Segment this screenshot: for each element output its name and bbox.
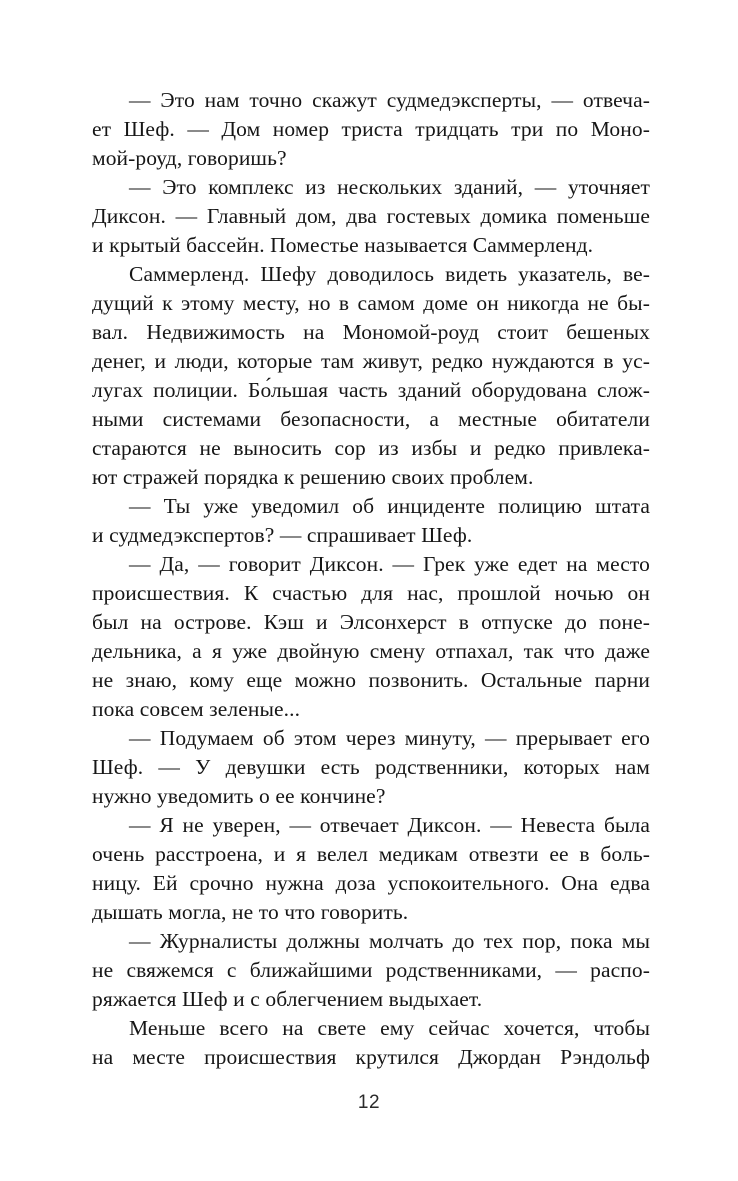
text-line: — Я не уверен, — отвечает Диксон. — Невеста была (129, 813, 650, 837)
text-line: пока совсем зеленые... (92, 697, 301, 721)
text-line: не свяжемся с ближайшими родственниками, — распо- (92, 958, 650, 982)
text-line: мой-роуд, говоришь? (92, 146, 287, 170)
text-line: — Журналисты должны молчать до тех пор, пока мы (129, 929, 650, 953)
text-line: дышать могла, не то что говорить. (92, 900, 409, 924)
text-line: денег, и люди, которые там живут, редко нуждаются в ус- (92, 349, 650, 373)
text-line: происшествия. К счастью для нас, прошлой ночью он (92, 581, 650, 605)
text-line: и крытый бассейн. Поместье называется Саммерленд. (92, 233, 594, 257)
text-line: — Да, — говорит Диксон. — Грек уже едет на место (129, 552, 650, 576)
text-line: Диксон. — Главный дом, два гостевых домика поменьше (92, 204, 650, 228)
text-line: ными системами безопасности, а местные обитатели (92, 407, 650, 431)
text-line: Меньше всего на свете ему сейчас хочется, чтобы (129, 1016, 650, 1040)
text-line: дельника, а я уже двойную смену отпахал, так что даже (92, 639, 650, 663)
text-line: Саммерленд. Шефу доводилось видеть указатель, ве- (129, 262, 650, 286)
text-line: стараются не выносить сор из избы и редко привлека- (92, 436, 650, 460)
text-line: очень расстроена, и я велел медикам отвезти ее в боль- (92, 842, 650, 866)
text-line: ницу. Ей срочно нужна доза успокоительного. Она едва (92, 871, 650, 895)
text-line: и судмедэкспертов? — спрашивает Шеф. (92, 523, 473, 547)
text-line: ряжается Шеф и с облегчением выдыхает. (92, 987, 483, 1011)
text-line: был на острове. Кэш и Элсонхерст в отпуске до поне- (92, 610, 650, 634)
text-line: — Ты уже уведомил об инциденте полицию штата (129, 494, 650, 518)
text-line: — Это комплекс из нескольких зданий, — уточняет (129, 175, 650, 199)
text-line: на месте происшествия крутился Джордан Рэндольф (92, 1045, 650, 1069)
text-block (92, 86, 650, 1072)
text-line: Шеф. — У девушки есть родственники, которых нам (92, 755, 650, 779)
text-line: — Это нам точно скажут судмедэксперты, — отвеча- (129, 88, 650, 112)
text-line: не знаю, кому еще можно позвонить. Остальные парни (92, 668, 650, 692)
page-number: 12 (357, 1092, 381, 1113)
text-line: дущий к этому месту, но в самом доме он никогда не бы- (92, 291, 650, 315)
text-line: ет Шеф. — Дом номер триста тридцать три по Моно- (92, 117, 650, 141)
text-line: ют стражей порядка к решению своих проблем. (92, 465, 534, 489)
text-line: лугах полиции. Бо́льшая часть зданий оборудована слож- (92, 378, 650, 402)
text-line: — Подумаем об этом через минуту, — прерывает его (129, 726, 650, 750)
text-line: нужно уведомить о ее кончине? (92, 784, 386, 808)
text-line: вал. Недвижимость на Мономой-роуд стоит бешеных (92, 320, 650, 344)
